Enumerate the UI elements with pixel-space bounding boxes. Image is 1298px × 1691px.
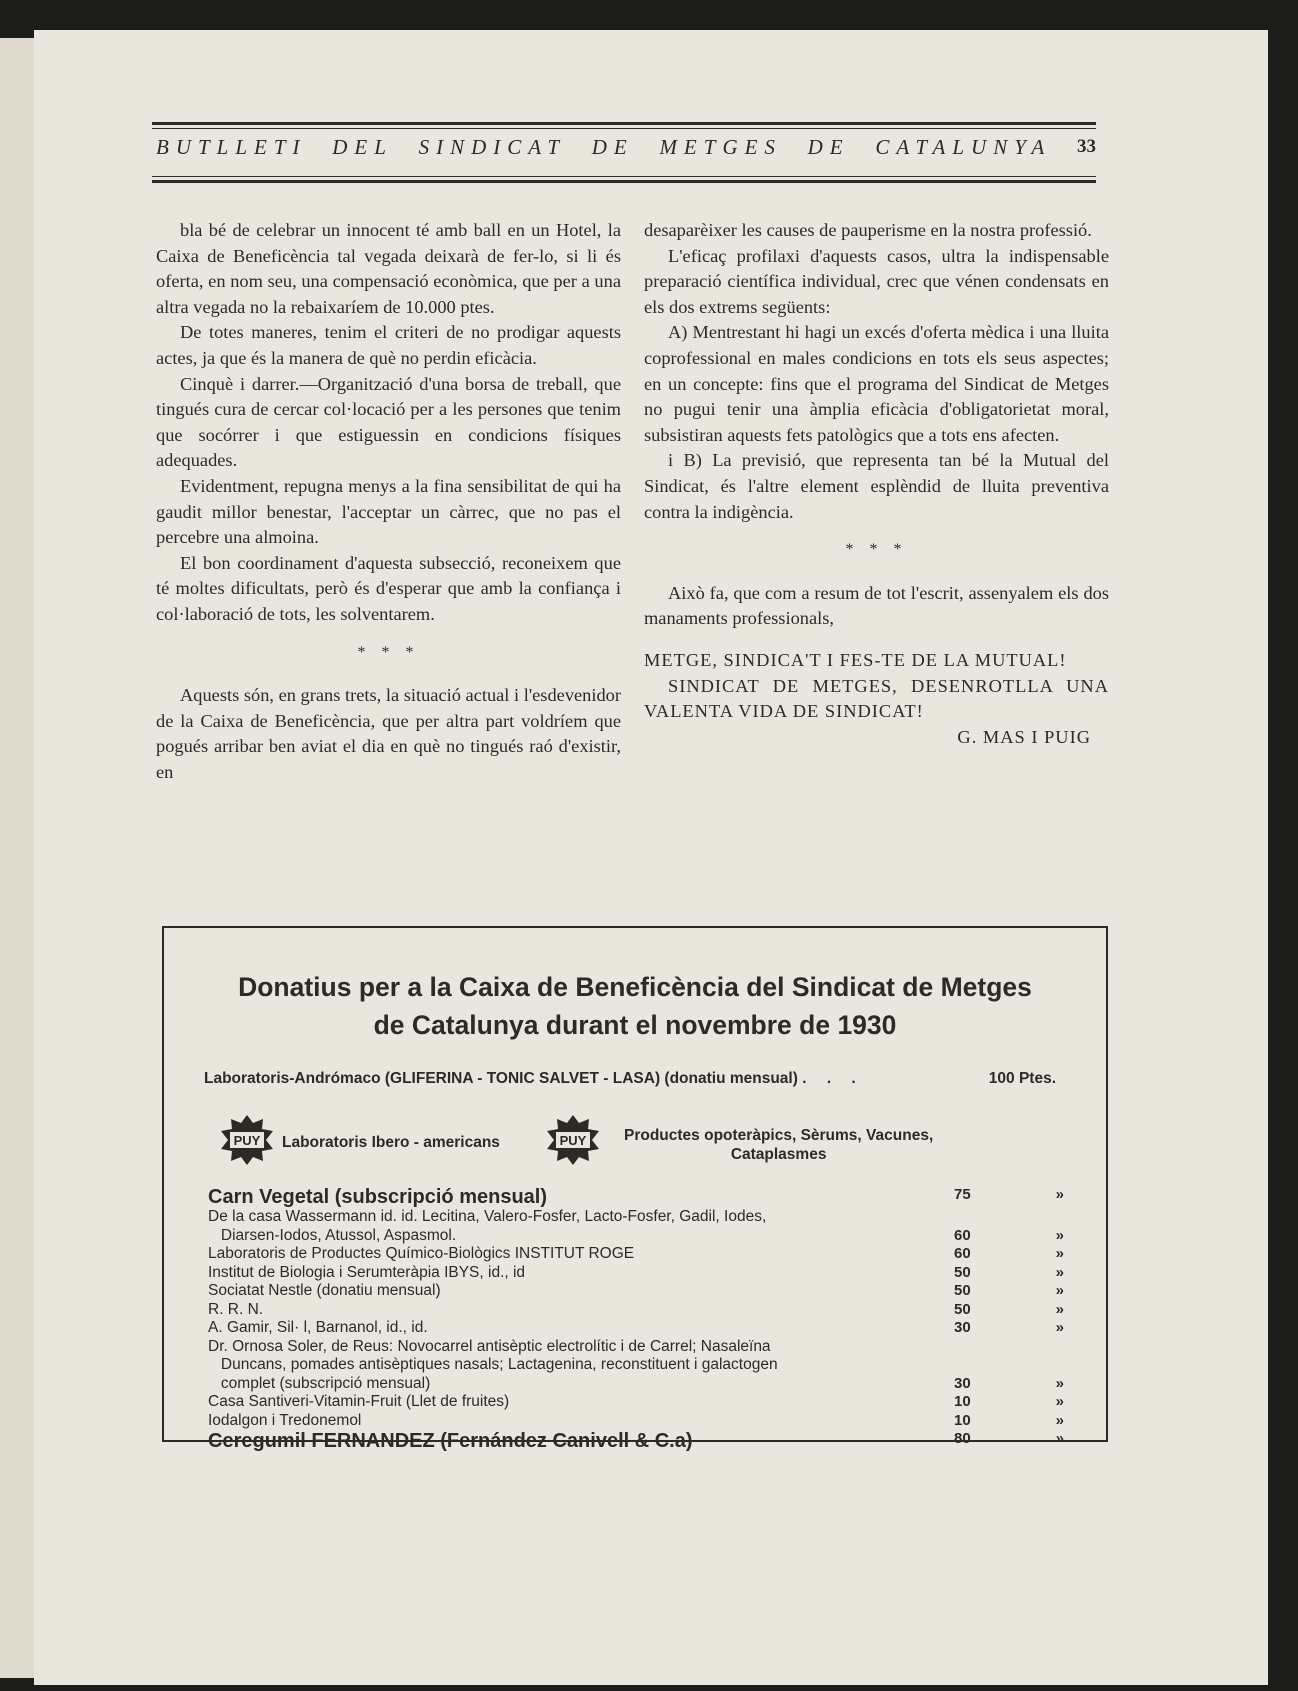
donation-amount-row <box>954 1245 1064 1264</box>
donation-amount-unit: » <box>1055 1245 1064 1262</box>
puy-logo-text: PUY <box>233 1133 261 1148</box>
donation-item: complet (subscripció mensual) <box>208 1374 431 1392</box>
leader-dots: . . . <box>802 1070 864 1087</box>
donation-amount-row <box>954 1301 1064 1320</box>
header-word: DE <box>591 134 634 159</box>
donation-item: R. R. N. <box>208 1300 264 1318</box>
donation-amount-unit: » <box>1055 1186 1064 1203</box>
donation-amount-unit: » <box>1055 1263 1064 1281</box>
donation-amount-value: 60 <box>954 1245 971 1262</box>
paragraph: desaparèixer les causes de pauperisme en la nostra professió. <box>644 220 1092 240</box>
motto-line: METGE, SINDICA'T I FES-TE DE LA MUTUAL! <box>644 649 1067 670</box>
donation-amount-value: 80 <box>954 1430 971 1447</box>
donation-item: Iodalgon i Tredonemol <box>208 1411 362 1429</box>
donation-item: Sociatat Nestle (donatiu mensual) <box>208 1282 441 1299</box>
ad-right-text-line1: Productes opoteràpics, Sèrums, Vacunes, <box>624 1127 934 1144</box>
header-word: CATALUNYA <box>875 134 1052 159</box>
header-rule-bottom-thick <box>152 180 1096 183</box>
donation-item: Carn Vegetal (subscripció mensual) <box>208 1186 547 1208</box>
paragraph: L'eficaç profilaxi d'aquests casos, ultra la indispensable preparació científica individual, crec que vénen condensats en els dos extrems següents: <box>644 245 1109 317</box>
right-column <box>644 218 1109 750</box>
first-donation-text: Laboratoris-Andrómaco (GLIFERINA - TONIC SALVET - LASA) (donatiu mensual) <box>204 1070 798 1087</box>
donation-amount-value: 50 <box>954 1282 971 1299</box>
donation-item: Dr. Ornosa Soler, de Reus: Novocarrel antisèptic electrolític i de Carrel; Nasaleïna <box>208 1337 771 1355</box>
header-word: BUTLLETI <box>156 134 307 159</box>
left-column <box>156 218 621 785</box>
paragraph: i B) La previsió, que representa tan bé la Mutual del Sindicat, és l'altre element esplèndid de lluita preventiva contra la indigència. <box>644 450 1109 522</box>
donation-amount-row <box>954 1356 1064 1375</box>
donation-amount-unit: » <box>1055 1374 1064 1392</box>
header-word: METGES <box>659 134 782 159</box>
header-word: DEL <box>332 134 393 159</box>
donation-amount-row <box>954 1393 1064 1412</box>
donation-amount-row <box>954 1186 1064 1208</box>
donation-amount-value: 75 <box>954 1186 971 1203</box>
donations-title <box>164 968 1106 1044</box>
paragraph: bla bé de celebrar un innocent té amb ball en un Hotel, la Caixa de Beneficència tal vegada deixarà de fer-lo, si li és oferta, en nom seu, una compensació econòmica, que per a una altra vegada no la rebaixaríem de 10.000 ptes. <box>156 220 621 317</box>
header-word: DE <box>807 134 850 159</box>
donation-amount-value: 50 <box>954 1263 971 1281</box>
donation-amount-row <box>954 1412 1064 1431</box>
donation-item: Diarsen-Iodos, Atussol, Aspasmol. <box>208 1226 457 1244</box>
paragraph: Això fa, que com a resum de tot l'escrit, assenyalem els dos manaments professionals, <box>644 582 1109 629</box>
first-donation-line <box>204 1070 1066 1088</box>
donation-item: De la casa Wassermann id. id. Lecitina, Valero-Fosfer, Lacto-Fosfer, Gadil, Iodes, <box>208 1208 767 1225</box>
header-rule-top-thin <box>152 128 1096 129</box>
donation-amount-row <box>954 1375 1064 1394</box>
donation-amount-row <box>954 1208 1064 1227</box>
motto-line: SINDICAT DE METGES, DESENROTLLA UNA VALENTA VIDA DE SINDICAT! <box>644 675 1109 722</box>
header-rule-bottom <box>152 176 1096 177</box>
donation-amounts <box>954 1186 1064 1452</box>
donation-list <box>208 1186 928 1452</box>
donation-amount-unit: » <box>1055 1393 1064 1410</box>
header-word: SINDICAT <box>418 134 567 159</box>
donation-amount-row <box>954 1319 1064 1338</box>
donations-box <box>162 926 1108 1452</box>
donation-amount-row <box>954 1227 1064 1246</box>
running-header <box>156 132 1096 162</box>
ad-left-text: Laboratoris Ibero - americans <box>282 1134 500 1151</box>
donation-amount-unit: » <box>1055 1411 1064 1429</box>
ad-right-text-line2: Cataplasmes <box>730 1146 827 1163</box>
page-number: 33 <box>1076 136 1096 157</box>
puy-logo-right <box>544 1114 602 1166</box>
donation-amount-value: 50 <box>954 1300 971 1318</box>
donation-amount-unit: » <box>1055 1430 1064 1447</box>
first-donation-amount: 100 Ptes. <box>988 1070 1056 1087</box>
donation-amount-row <box>954 1282 1064 1301</box>
donation-amount-row <box>954 1338 1064 1357</box>
puy-logo-text: PUY <box>559 1133 587 1148</box>
paragraph: Aquests són, en grans trets, la situació actual i l'esdevenidor de la Caixa de Beneficència, que per altra part voldríem que pogués arribar ben aviat el dia en què no tingués raó d'existir, en <box>156 685 621 782</box>
donation-amount-row <box>954 1430 1064 1452</box>
donation-amount-value: 30 <box>954 1319 971 1336</box>
donation-amount-value: 10 <box>954 1393 971 1410</box>
donation-item: Casa Santiveri-Vitamin-Fruit (Llet de fruites) <box>208 1393 510 1410</box>
donation-item: A. Gamir, Sil· l, Barnanol, id., id. <box>208 1319 428 1336</box>
donation-amount-unit: » <box>1055 1319 1064 1336</box>
ad-right-text <box>624 1126 933 1164</box>
donation-item: Laboratoris de Productes Químico-Biològics INSTITUT ROGE <box>208 1245 635 1262</box>
donation-item: Institut de Biologia i Serumteràpia IBYS, id., id <box>208 1263 526 1281</box>
paragraph: A) Mentrestant hi hagi un excés d'oferta mèdica i una lluita coprofessional en males condicions en tots els seus aspectes; en un concepte: fins que el programa del Sindicat de Metges no pugui tenir una àmplia eficàcia d'obligatorietat moral, subsistiran aquests fets patològics que a tots ens afecten. <box>644 322 1109 445</box>
paragraph: Cinquè i darrer.—Organització d'una borsa de treball, que tingués cura de cercar col·locació per a les persones que tenim que socórrer i que estiguessin en condicions físiques adequades. <box>156 373 621 471</box>
donation-item: Duncans, pomades antisèptiques nasals; Lactagenina, reconstituent i galactogen <box>208 1356 778 1373</box>
donation-amount-value: 10 <box>954 1411 971 1429</box>
donation-amount-unit: » <box>1055 1226 1064 1244</box>
donation-amount-unit: » <box>1055 1282 1064 1299</box>
donation-amount-unit: » <box>1055 1300 1064 1318</box>
puy-badge-icon <box>218 1114 276 1166</box>
ad-row <box>204 1114 1066 1174</box>
donations-title-line1: Donatius per a la Caixa de Beneficència del Sindicat de Metges <box>238 972 1032 1002</box>
paragraph: El bon coordinament d'aquesta subsecció, reconeixem que té moltes dificultats, però és d'esperar que amb la confiança i col·laboració de tots, les solventarem. <box>156 552 621 624</box>
donation-amount-value: 60 <box>954 1226 971 1244</box>
donation-item: Ceregumil FERNANDEZ (Fernández Canivell & C.a) <box>208 1430 693 1452</box>
section-divider-stars: * * * <box>845 541 908 559</box>
header-rule-top <box>152 122 1096 125</box>
donations-title-line2: de Catalunya durant el novembre de 1930 <box>373 1010 897 1040</box>
puy-logo-left <box>218 1114 276 1166</box>
paragraph: Evidentment, repugna menys a la fina sensibilitat de qui ha gaudit millor benestar, l'acceptar un càrrec, que no pas el percebre una almoina. <box>156 475 621 548</box>
author-signature: G. MAS I PUIG <box>957 726 1091 747</box>
donation-amount-row <box>954 1264 1064 1283</box>
puy-badge-icon <box>544 1114 602 1166</box>
donation-amount-value: 30 <box>954 1374 971 1392</box>
section-divider-stars: * * * <box>357 643 420 661</box>
paragraph: De totes maneres, tenim el criteri de no prodigar aquests actes, ja que és la manera de què no perdin eficàcia. <box>156 322 621 368</box>
